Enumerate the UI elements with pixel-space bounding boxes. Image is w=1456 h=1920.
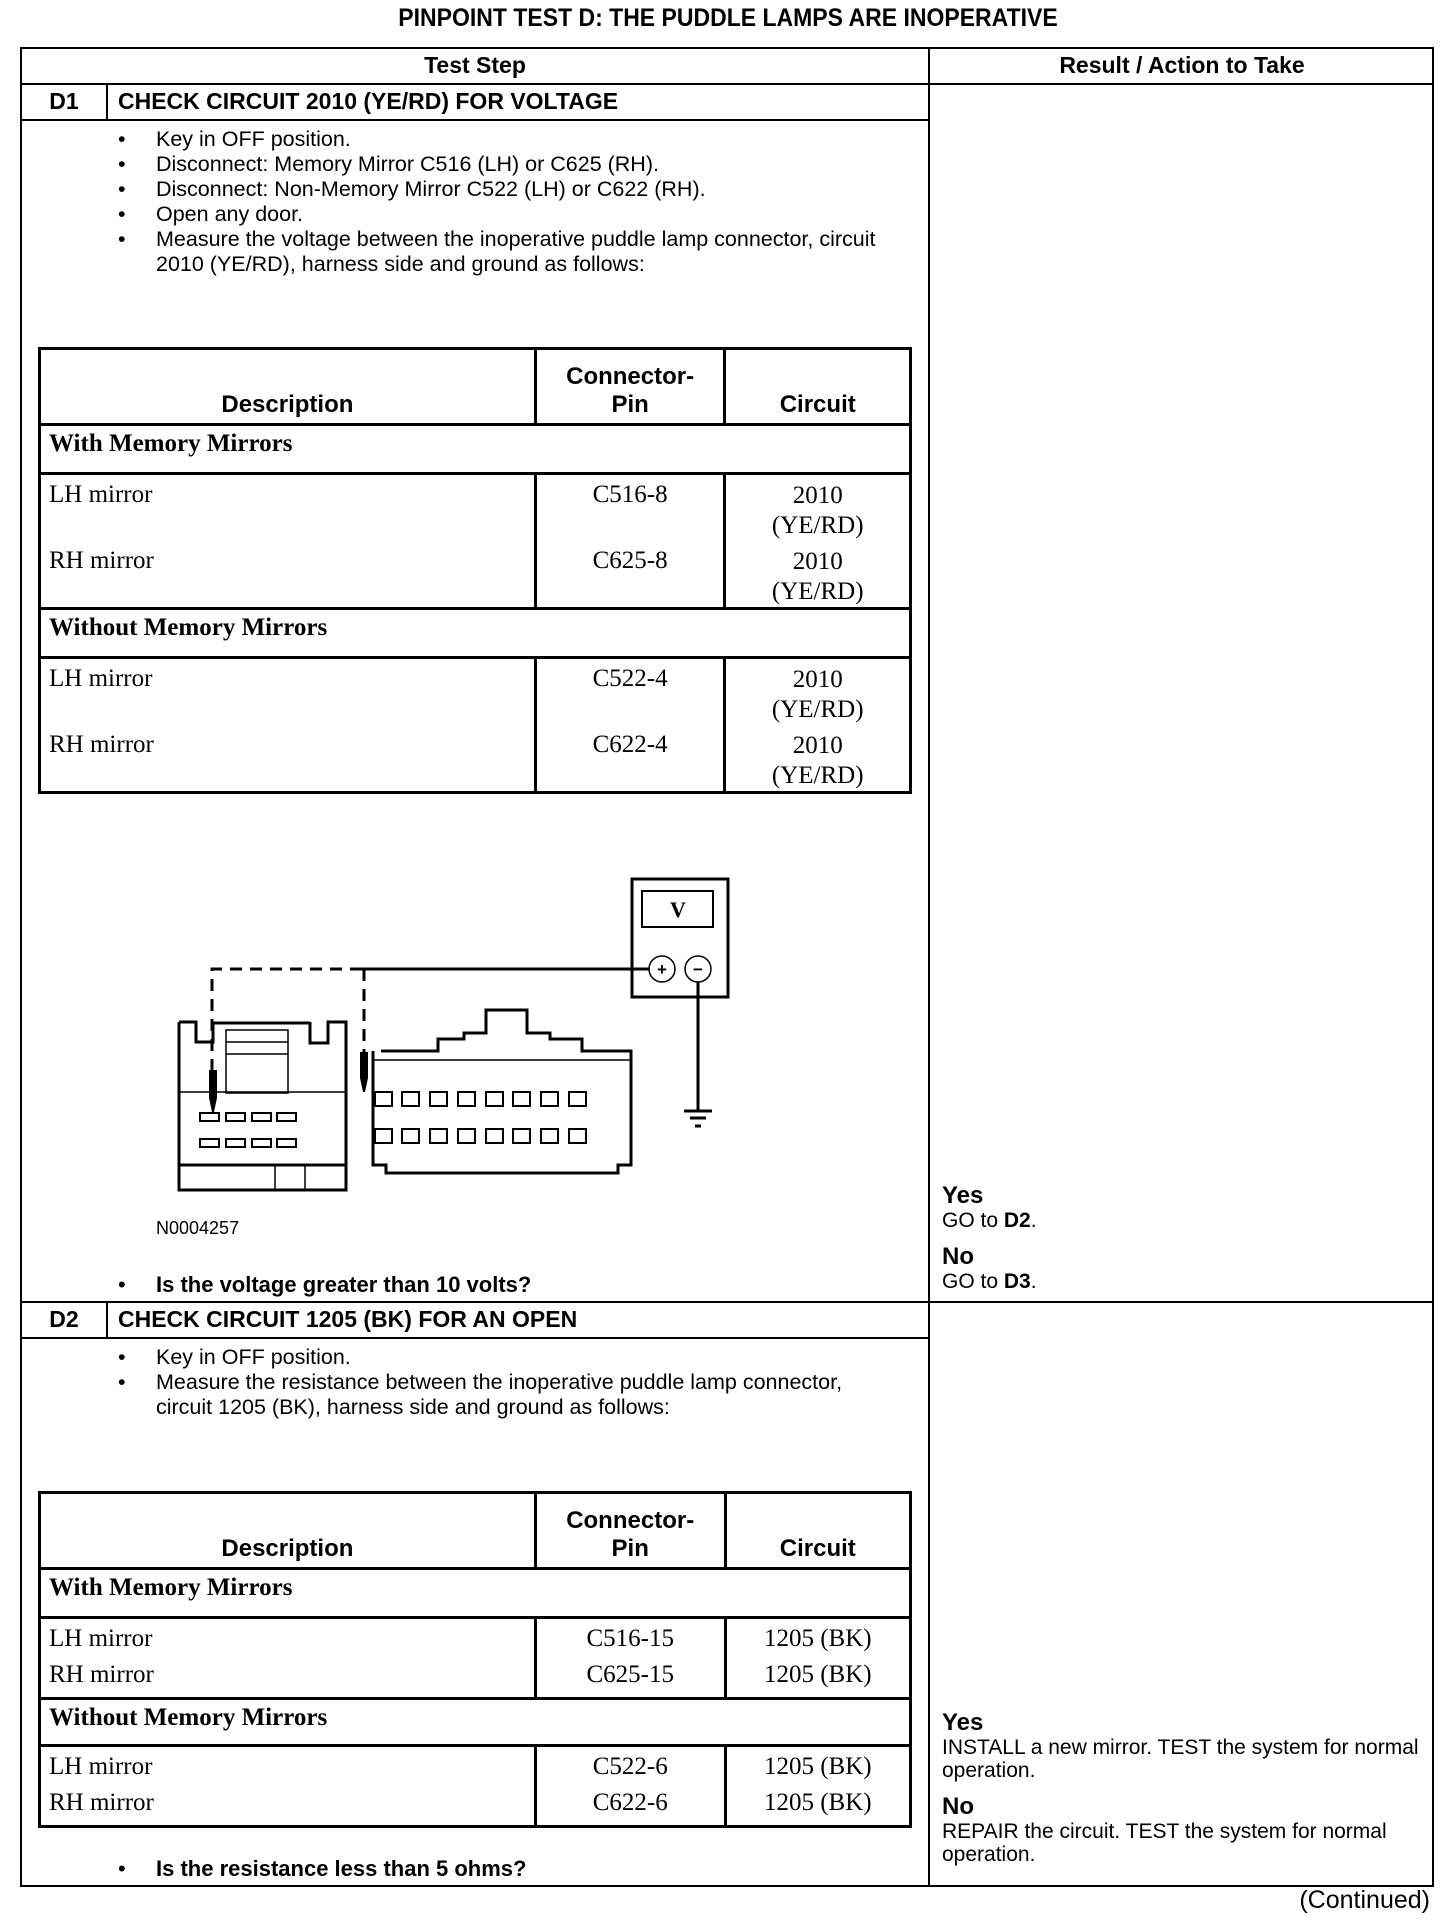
result-yes-label: Yes: [942, 1709, 984, 1736]
result-no-action: [942, 1270, 1422, 1293]
cell-pin: C625-8: [535, 541, 725, 609]
result-block: [942, 1710, 1422, 1866]
divider: [106, 1301, 108, 1338]
voltage-spec-table: [38, 347, 912, 794]
circuit-color: (YE/RD): [771, 512, 864, 539]
result-yes-action: INSTALL a new mirror. TEST the system for normal operation.: [942, 1736, 1419, 1782]
step-title: CHECK CIRCUIT 2010 (YE/RD) FOR VOLTAGE: [118, 88, 619, 114]
step-title: CHECK CIRCUIT 1205 (BK) FOR AN OPEN: [118, 1306, 578, 1332]
divider: [20, 83, 1434, 85]
cell-description: RH mirror: [40, 541, 536, 609]
left-connector: [179, 1022, 346, 1190]
table-row: [40, 658, 911, 726]
probe-icon: [360, 1052, 368, 1092]
cell-pin: C622-6: [535, 1789, 725, 1827]
result-no-label: No: [942, 1793, 974, 1820]
action-text: GO to: [942, 1270, 1004, 1293]
right-connector-pins: [375, 1092, 586, 1143]
minus-label: −: [693, 960, 703, 979]
left-connector-pins: [200, 1113, 296, 1147]
cell-circuit: [725, 725, 911, 793]
instruction-item: • Measure the voltage between the inoperative puddle lamp connector, circuit 2010 (YE/RD), harness side and ground as follows:: [118, 227, 888, 277]
instruction-list: [118, 127, 888, 277]
th-circuit: Circuit: [725, 349, 911, 425]
cell-circuit: 1205 (BK): [725, 1618, 910, 1662]
table-group-label: Without Memory Mirrors: [40, 609, 911, 658]
th-description: Description: [40, 349, 536, 425]
action-text: .: [1030, 1270, 1037, 1293]
cell-circuit: [725, 658, 911, 726]
step-id: D1: [49, 88, 79, 114]
cell-description: RH mirror: [40, 1661, 536, 1699]
column-header-result: Result / Action to Take: [1059, 52, 1305, 78]
cell-circuit: 1205 (BK): [725, 1789, 910, 1827]
instruction-item: • Disconnect: Non-Memory Mirror C522 (LH) or C622 (RH).: [118, 177, 888, 202]
step-question: • Is the resistance less than 5 ohms?: [156, 1856, 526, 1882]
plus-label: +: [657, 960, 667, 979]
cell-pin: C522-6: [535, 1746, 725, 1790]
divider: [928, 47, 930, 1887]
figure-id: N0004257: [156, 1218, 240, 1238]
result-no-label: No: [942, 1243, 974, 1270]
result-yes-action: [942, 1209, 1422, 1232]
cell-description: LH mirror: [40, 1618, 536, 1662]
continued-label: (Continued): [1299, 1886, 1430, 1914]
cell-description: LH mirror: [40, 1746, 536, 1790]
cell-pin: C625-15: [535, 1661, 725, 1699]
th-connector-pin-line1: Connector-: [566, 1507, 695, 1534]
circuit-color: (YE/RD): [771, 762, 864, 789]
th-connector-pin-line1: Connector-: [566, 363, 695, 390]
cell-description: LH mirror: [40, 474, 536, 542]
divider: [106, 83, 108, 120]
circuit-color: (YE/RD): [771, 578, 864, 605]
instruction-item: • Key in OFF position.: [118, 1345, 888, 1370]
table-row: [40, 1746, 911, 1790]
goto-link[interactable]: D3: [1003, 1270, 1031, 1293]
instruction-item: • Measure the resistance between the inoperative puddle lamp connector, circuit 1205 (BK), harness side and ground as follows:: [118, 1370, 888, 1420]
cell-description: RH mirror: [40, 725, 536, 793]
instruction-item: • Open any door.: [118, 202, 888, 227]
table-row: [40, 474, 911, 542]
cell-circuit: 1205 (BK): [725, 1661, 910, 1699]
th-connector-pin: [535, 1493, 725, 1569]
goto-link[interactable]: D2: [1003, 1209, 1031, 1232]
circuit-number: 2010: [792, 482, 843, 509]
cell-pin: C516-15: [535, 1618, 725, 1662]
th-connector-pin-line2: Pin: [611, 391, 649, 418]
table-row: [40, 1618, 911, 1662]
circuit-number: 2010: [792, 666, 843, 693]
th-connector-pin: [535, 349, 725, 425]
cell-circuit: [725, 474, 911, 542]
divider: [20, 1337, 930, 1339]
resistance-spec-table: [38, 1491, 912, 1828]
voltmeter-connector-diagram: [150, 870, 750, 1230]
action-text: GO to: [942, 1209, 1004, 1232]
instruction-item: • Disconnect: Memory Mirror C516 (LH) or C625 (RH).: [118, 152, 888, 177]
circuit-number: 2010: [792, 548, 843, 575]
cell-pin: C622-4: [535, 725, 725, 793]
result-block: [942, 1183, 1422, 1293]
th-connector-pin-line2: Pin: [611, 1535, 649, 1562]
cell-description: RH mirror: [40, 1789, 536, 1827]
table-group-label: With Memory Mirrors: [40, 1569, 911, 1618]
page-title: PINPOINT TEST D: THE PUDDLE LAMPS ARE INOPERATIVE: [398, 4, 1058, 32]
circuit-number: 2010: [792, 732, 843, 759]
table-row: [40, 1789, 911, 1827]
result-yes-label: Yes: [942, 1182, 984, 1209]
cell-pin: C516-8: [535, 474, 725, 542]
column-header-test-step: Test Step: [424, 52, 526, 78]
table-row: [40, 1661, 911, 1699]
table-row: [40, 541, 911, 609]
circuit-color: (YE/RD): [771, 696, 864, 723]
table-group-label: Without Memory Mirrors: [40, 1699, 911, 1746]
cell-circuit: 1205 (BK): [725, 1746, 910, 1790]
divider: [20, 1301, 1434, 1303]
instruction-list: [118, 1345, 888, 1420]
result-no-action: REPAIR the circuit. TEST the system for normal operation.: [942, 1820, 1387, 1866]
cell-description: LH mirror: [40, 658, 536, 726]
cell-pin: C522-4: [535, 658, 725, 726]
step-id: D2: [49, 1306, 79, 1332]
voltmeter-label: V: [670, 897, 686, 922]
step-question: • Is the voltage greater than 10 volts?: [156, 1272, 531, 1298]
instruction-item: • Key in OFF position.: [118, 127, 888, 152]
th-circuit: Circuit: [725, 1493, 910, 1569]
cell-circuit: [725, 541, 911, 609]
th-description: Description: [40, 1493, 536, 1569]
divider: [20, 119, 930, 121]
probe-icon: [209, 1070, 217, 1112]
action-text: .: [1030, 1209, 1037, 1232]
table-group-label: With Memory Mirrors: [40, 425, 911, 474]
table-row: [40, 725, 911, 793]
